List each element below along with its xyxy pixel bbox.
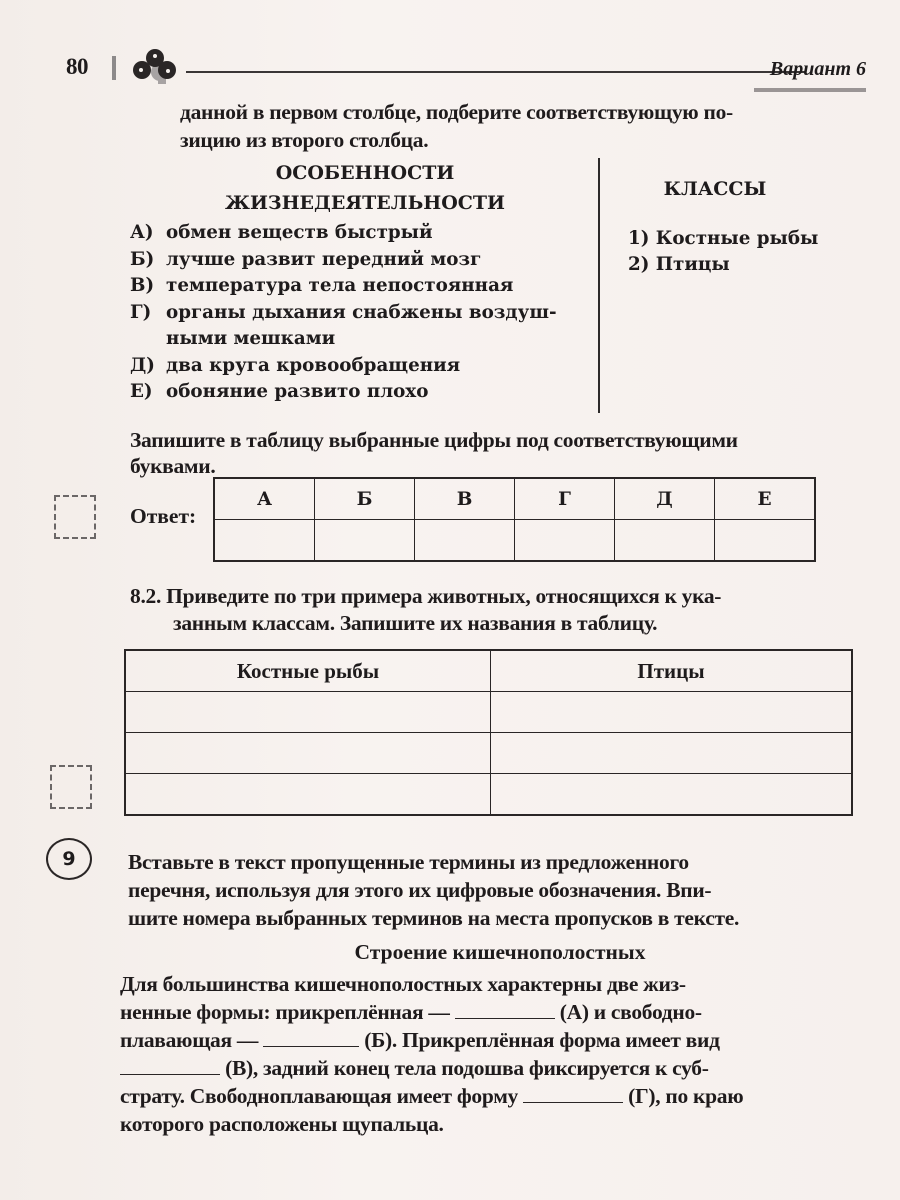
examples-header-fish: Костные рыбы [125,650,491,692]
answer-header-a: А [214,478,315,520]
trefoil-logo-icon [124,48,186,84]
features-list [130,220,600,406]
feature-item: Д) два круга кровообращения [130,354,461,376]
answer-cell-b[interactable] [315,520,415,562]
instruction-line-1: Запишите в таблицу выбранные цифры под соответствующими [130,428,738,452]
page-header [66,48,866,88]
answer-header-d: Д [614,478,714,520]
task-9-line-1: Вставьте в текст пропущенные термины из предложенного [128,850,689,874]
feature-item: Е) обоняние развито плохо [130,381,429,402]
feature-item: А) обмен веществ быстрый [130,222,433,243]
feature-item: Б) лучше развит передний мозг [130,248,482,270]
answer-cell-v[interactable] [415,520,515,562]
feature-item: В) температура тела непостоянная [130,275,514,296]
answer-cell-g[interactable] [515,520,615,562]
answer-table [213,477,816,562]
answer-header-v: В [415,478,515,520]
class-item: 1) Костные рыбы [628,228,819,249]
header-rule [186,71,806,73]
blank-a[interactable] [455,1000,555,1019]
blank-g[interactable] [523,1084,623,1103]
intro-line-2: зицию из второго столбца. [180,128,429,152]
classes-column-title: КЛАССЫ [663,178,767,200]
header-separator [112,56,116,80]
examples-table [124,649,853,816]
examples-header-row [125,650,852,692]
answer-header-b: Б [315,478,415,520]
examples-cell-birds[interactable] [491,692,853,733]
score-box[interactable] [50,765,92,809]
features-title-line-2: ЖИЗНЕДЕЯТЕЛЬНОСТИ [225,192,505,214]
task-8-2-line-1: 8.2. Приведите по три примера животных, относящихся к ука- [130,584,722,608]
score-box[interactable] [54,495,96,539]
classes-list [628,226,818,278]
task-9-number-badge: 9 [46,838,92,880]
task-9-line-2: перечня, используя для этого их цифровые обозначения. Впи- [128,878,712,902]
blank-v[interactable] [120,1056,220,1075]
examples-row [125,692,852,733]
task-8-2-line-2: занным классам. Запишите их названия в таблицу. [173,611,658,635]
text-subheading: Строение кишечнополостных [354,940,646,964]
examples-cell-fish[interactable] [125,733,491,774]
answer-header-row [214,478,815,520]
instruction-line-2: буквами. [130,454,216,478]
answer-header-g: Г [515,478,615,520]
feature-item: Г) органы дыхания снабжены воздуш-ными мешками [130,301,557,349]
paragraph-line-6: которого расположены щупальца. [120,1112,444,1136]
examples-cell-birds[interactable] [491,733,853,774]
variant-underline [754,88,866,92]
examples-cell-birds[interactable] [491,774,853,816]
variant-label: Вариант 6 [769,58,866,80]
examples-cell-fish[interactable] [125,774,491,816]
paragraph-line-2: ненные формы: прикреплённая — (А) и свободно- [120,1000,702,1024]
answer-input-row [214,520,815,562]
page-number: 80 [66,54,88,79]
paragraph-line-1: Для большинства кишечнополостных характерны две жиз- [120,972,686,996]
task-8-2-number: 8.2. [130,584,162,608]
answer-cell-e[interactable] [715,520,816,562]
answer-cell-a[interactable] [214,520,315,562]
paragraph-line-3: плавающая — (Б). Прикреплённая форма имеет вид [120,1028,720,1052]
examples-header-birds: Птицы [491,650,853,692]
intro-line-1: данной в первом столбце, подберите соответствующую по- [180,100,733,124]
answer-label: Ответ: [130,504,197,528]
examples-row [125,733,852,774]
examples-cell-fish[interactable] [125,692,491,733]
features-column-title [130,158,600,218]
answer-header-e: Е [715,478,816,520]
paragraph-line-5: страту. Свободноплавающая имеет форму (Г), по краю [120,1084,744,1108]
examples-row [125,774,852,816]
answer-cell-d[interactable] [614,520,714,562]
class-item: 2) Птицы [628,254,730,275]
blank-b[interactable] [263,1028,359,1047]
paragraph-line-4: (В), задний конец тела подошва фиксируется к суб- [120,1054,709,1082]
task-9-line-3: шите номера выбранных терминов на места пропусков в тексте. [128,906,740,930]
features-title-line-1: ОСОБЕННОСТИ [275,162,455,184]
